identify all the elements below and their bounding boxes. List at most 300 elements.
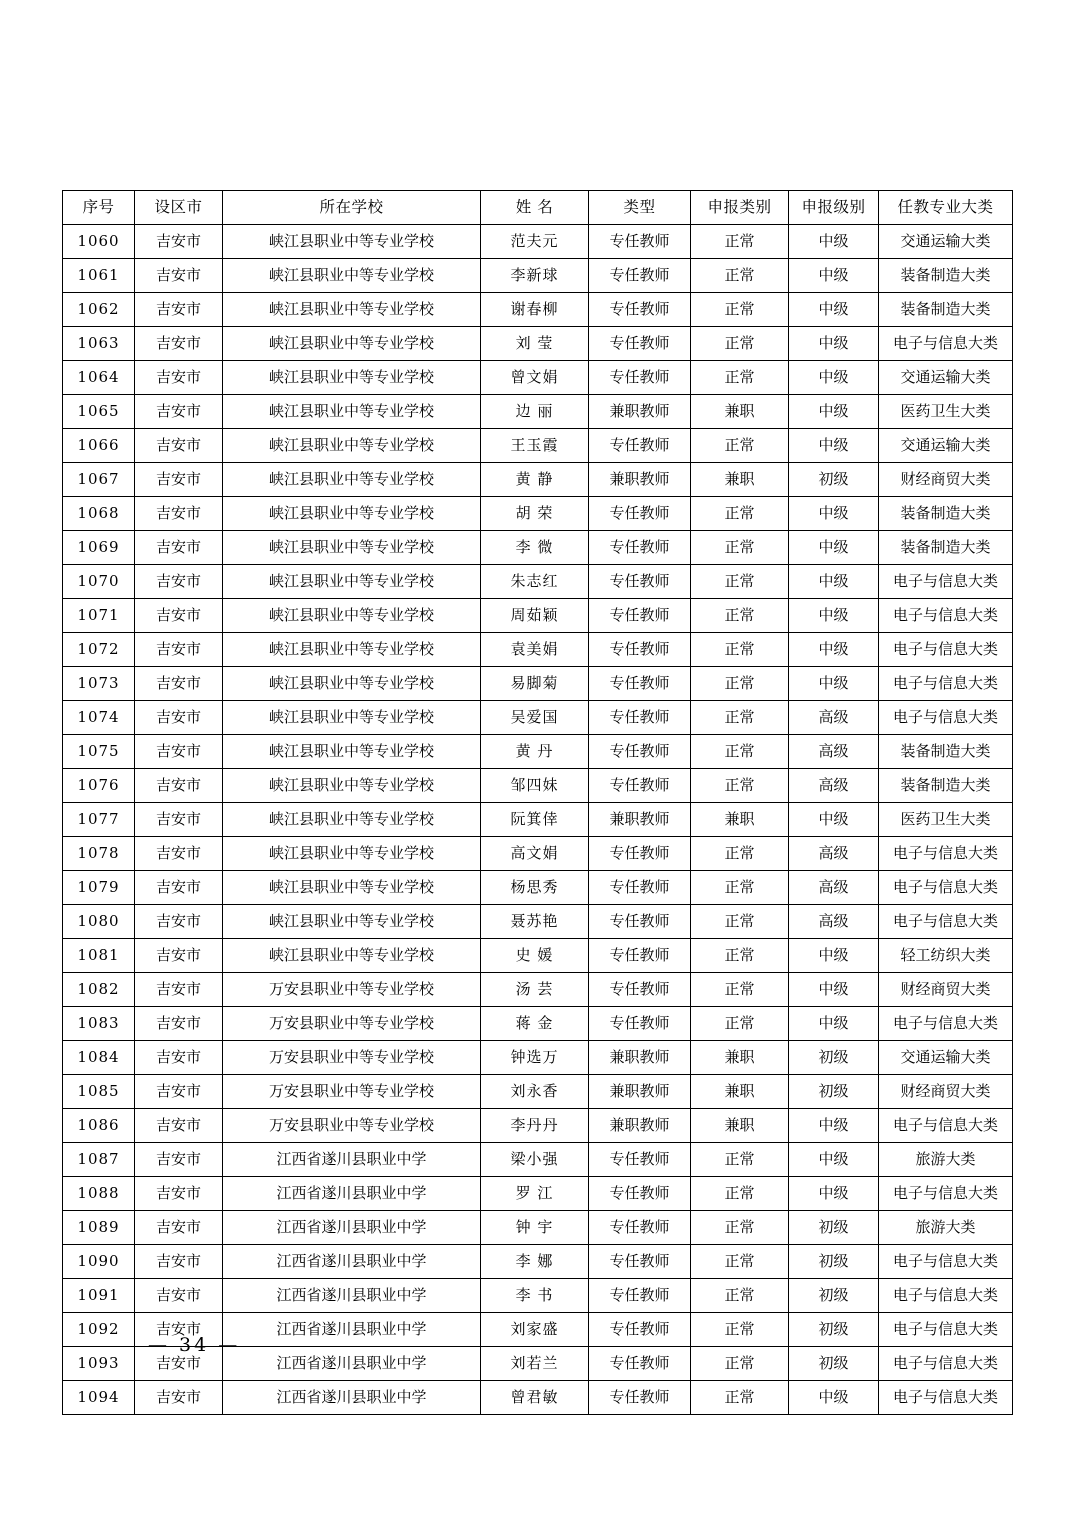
cell-major: 财经商贸大类 bbox=[879, 1075, 1013, 1109]
cell-name: 邹四妹 bbox=[481, 769, 589, 803]
cell-seq: 1082 bbox=[63, 973, 135, 1007]
cell-seq: 1092 bbox=[63, 1313, 135, 1347]
cell-name: 刘家盛 bbox=[481, 1313, 589, 1347]
cell-type: 专任教师 bbox=[589, 1381, 691, 1415]
cell-school: 万安县职业中等专业学校 bbox=[223, 1041, 481, 1075]
cell-category: 正常 bbox=[691, 871, 789, 905]
cell-school: 峡江县职业中等专业学校 bbox=[223, 871, 481, 905]
cell-category: 兼职 bbox=[691, 1075, 789, 1109]
cell-name: 杨思秀 bbox=[481, 871, 589, 905]
cell-city: 吉安市 bbox=[135, 361, 223, 395]
cell-city: 吉安市 bbox=[135, 1211, 223, 1245]
cell-school: 峡江县职业中等专业学校 bbox=[223, 769, 481, 803]
cell-city: 吉安市 bbox=[135, 1347, 223, 1381]
cell-level: 高级 bbox=[789, 905, 879, 939]
table-row bbox=[63, 1109, 1013, 1143]
cell-name: 李 微 bbox=[481, 531, 589, 565]
cell-level: 中级 bbox=[789, 1109, 879, 1143]
cell-school: 江西省遂川县职业中学 bbox=[223, 1347, 481, 1381]
cell-level: 初级 bbox=[789, 463, 879, 497]
cell-name: 黄 丹 bbox=[481, 735, 589, 769]
cell-school: 江西省遂川县职业中学 bbox=[223, 1211, 481, 1245]
cell-category: 正常 bbox=[691, 429, 789, 463]
cell-seq: 1070 bbox=[63, 565, 135, 599]
table-row bbox=[63, 1211, 1013, 1245]
cell-name: 刘永香 bbox=[481, 1075, 589, 1109]
cell-type: 专任教师 bbox=[589, 1245, 691, 1279]
cell-level: 高级 bbox=[789, 871, 879, 905]
cell-type: 专任教师 bbox=[589, 361, 691, 395]
cell-category: 兼职 bbox=[691, 1109, 789, 1143]
cell-name: 李 书 bbox=[481, 1279, 589, 1313]
cell-name: 蒋 金 bbox=[481, 1007, 589, 1041]
cell-school: 峡江县职业中等专业学校 bbox=[223, 395, 481, 429]
cell-type: 兼职教师 bbox=[589, 1041, 691, 1075]
cell-type: 专任教师 bbox=[589, 1177, 691, 1211]
cell-level: 中级 bbox=[789, 939, 879, 973]
cell-city: 吉安市 bbox=[135, 1007, 223, 1041]
cell-school: 峡江县职业中等专业学校 bbox=[223, 497, 481, 531]
cell-city: 吉安市 bbox=[135, 939, 223, 973]
cell-seq: 1071 bbox=[63, 599, 135, 633]
cell-school: 峡江县职业中等专业学校 bbox=[223, 259, 481, 293]
cell-name: 钟选万 bbox=[481, 1041, 589, 1075]
table-row bbox=[63, 463, 1013, 497]
cell-level: 初级 bbox=[789, 1313, 879, 1347]
cell-school: 江西省遂川县职业中学 bbox=[223, 1381, 481, 1415]
cell-school: 峡江县职业中等专业学校 bbox=[223, 463, 481, 497]
cell-major: 交通运输大类 bbox=[879, 429, 1013, 463]
table-row bbox=[63, 531, 1013, 565]
cell-name: 易脚菊 bbox=[481, 667, 589, 701]
cell-name: 范夫元 bbox=[481, 225, 589, 259]
cell-city: 吉安市 bbox=[135, 837, 223, 871]
cell-type: 专任教师 bbox=[589, 1347, 691, 1381]
cell-type: 专任教师 bbox=[589, 259, 691, 293]
cell-major: 电子与信息大类 bbox=[879, 633, 1013, 667]
cell-major: 装备制造大类 bbox=[879, 293, 1013, 327]
cell-major: 电子与信息大类 bbox=[879, 1109, 1013, 1143]
cell-category: 正常 bbox=[691, 1177, 789, 1211]
cell-school: 峡江县职业中等专业学校 bbox=[223, 293, 481, 327]
cell-type: 专任教师 bbox=[589, 225, 691, 259]
cell-city: 吉安市 bbox=[135, 701, 223, 735]
table-row bbox=[63, 1279, 1013, 1313]
cell-seq: 1093 bbox=[63, 1347, 135, 1381]
cell-major: 交通运输大类 bbox=[879, 361, 1013, 395]
cell-level: 中级 bbox=[789, 1143, 879, 1177]
cell-category: 正常 bbox=[691, 1381, 789, 1415]
cell-category: 正常 bbox=[691, 667, 789, 701]
cell-seq: 1081 bbox=[63, 939, 135, 973]
cell-category: 正常 bbox=[691, 905, 789, 939]
cell-name: 袁美娟 bbox=[481, 633, 589, 667]
cell-type: 专任教师 bbox=[589, 1211, 691, 1245]
cell-name: 李 娜 bbox=[481, 1245, 589, 1279]
cell-city: 吉安市 bbox=[135, 973, 223, 1007]
table-row bbox=[63, 1007, 1013, 1041]
cell-level: 中级 bbox=[789, 395, 879, 429]
cell-school: 峡江县职业中等专业学校 bbox=[223, 565, 481, 599]
cell-major: 装备制造大类 bbox=[879, 531, 1013, 565]
cell-seq: 1067 bbox=[63, 463, 135, 497]
cell-type: 兼职教师 bbox=[589, 395, 691, 429]
cell-level: 中级 bbox=[789, 667, 879, 701]
cell-seq: 1061 bbox=[63, 259, 135, 293]
cell-type: 专任教师 bbox=[589, 1279, 691, 1313]
cell-name: 曾君敏 bbox=[481, 1381, 589, 1415]
cell-category: 正常 bbox=[691, 225, 789, 259]
cell-level: 高级 bbox=[789, 701, 879, 735]
cell-type: 专任教师 bbox=[589, 633, 691, 667]
cell-major: 财经商贸大类 bbox=[879, 463, 1013, 497]
cell-school: 江西省遂川县职业中学 bbox=[223, 1279, 481, 1313]
table-row bbox=[63, 871, 1013, 905]
cell-school: 江西省遂川县职业中学 bbox=[223, 1177, 481, 1211]
cell-category: 正常 bbox=[691, 531, 789, 565]
cell-type: 专任教师 bbox=[589, 1143, 691, 1177]
cell-seq: 1075 bbox=[63, 735, 135, 769]
cell-type: 专任教师 bbox=[589, 837, 691, 871]
cell-city: 吉安市 bbox=[135, 871, 223, 905]
table-row bbox=[63, 905, 1013, 939]
cell-type: 专任教师 bbox=[589, 531, 691, 565]
cell-major: 电子与信息大类 bbox=[879, 1381, 1013, 1415]
cell-seq: 1060 bbox=[63, 225, 135, 259]
cell-type: 专任教师 bbox=[589, 905, 691, 939]
cell-major: 电子与信息大类 bbox=[879, 1347, 1013, 1381]
cell-school: 江西省遂川县职业中学 bbox=[223, 1143, 481, 1177]
cell-category: 正常 bbox=[691, 497, 789, 531]
cell-school: 万安县职业中等专业学校 bbox=[223, 1109, 481, 1143]
cell-level: 中级 bbox=[789, 225, 879, 259]
roster-table-container bbox=[62, 190, 1012, 1415]
table-row bbox=[63, 769, 1013, 803]
table-row bbox=[63, 395, 1013, 429]
cell-seq: 1076 bbox=[63, 769, 135, 803]
cell-level: 中级 bbox=[789, 293, 879, 327]
cell-category: 正常 bbox=[691, 1007, 789, 1041]
table-row bbox=[63, 701, 1013, 735]
cell-seq: 1079 bbox=[63, 871, 135, 905]
column-header-name: 姓 名 bbox=[481, 191, 589, 225]
cell-name: 高文娟 bbox=[481, 837, 589, 871]
cell-seq: 1062 bbox=[63, 293, 135, 327]
cell-city: 吉安市 bbox=[135, 531, 223, 565]
cell-category: 兼职 bbox=[691, 395, 789, 429]
cell-city: 吉安市 bbox=[135, 633, 223, 667]
cell-level: 初级 bbox=[789, 1075, 879, 1109]
table-row bbox=[63, 1075, 1013, 1109]
cell-category: 正常 bbox=[691, 1143, 789, 1177]
cell-level: 初级 bbox=[789, 1279, 879, 1313]
cell-level: 初级 bbox=[789, 1041, 879, 1075]
cell-level: 中级 bbox=[789, 327, 879, 361]
cell-city: 吉安市 bbox=[135, 1177, 223, 1211]
cell-major: 电子与信息大类 bbox=[879, 871, 1013, 905]
cell-name: 谢春柳 bbox=[481, 293, 589, 327]
cell-name: 吴爱国 bbox=[481, 701, 589, 735]
cell-level: 中级 bbox=[789, 1007, 879, 1041]
table-row bbox=[63, 1041, 1013, 1075]
cell-type: 专任教师 bbox=[589, 599, 691, 633]
cell-category: 正常 bbox=[691, 293, 789, 327]
cell-school: 江西省遂川县职业中学 bbox=[223, 1245, 481, 1279]
cell-category: 正常 bbox=[691, 701, 789, 735]
cell-type: 专任教师 bbox=[589, 769, 691, 803]
cell-seq: 1063 bbox=[63, 327, 135, 361]
cell-seq: 1072 bbox=[63, 633, 135, 667]
cell-city: 吉安市 bbox=[135, 803, 223, 837]
cell-school: 峡江县职业中等专业学校 bbox=[223, 361, 481, 395]
cell-major: 电子与信息大类 bbox=[879, 599, 1013, 633]
cell-level: 中级 bbox=[789, 633, 879, 667]
cell-city: 吉安市 bbox=[135, 225, 223, 259]
cell-level: 中级 bbox=[789, 565, 879, 599]
cell-major: 电子与信息大类 bbox=[879, 1313, 1013, 1347]
cell-seq: 1066 bbox=[63, 429, 135, 463]
cell-level: 初级 bbox=[789, 1211, 879, 1245]
cell-level: 中级 bbox=[789, 361, 879, 395]
cell-city: 吉安市 bbox=[135, 1381, 223, 1415]
column-header-city: 设区市 bbox=[135, 191, 223, 225]
cell-category: 正常 bbox=[691, 327, 789, 361]
cell-name: 聂苏艳 bbox=[481, 905, 589, 939]
cell-major: 电子与信息大类 bbox=[879, 837, 1013, 871]
cell-major: 交通运输大类 bbox=[879, 225, 1013, 259]
cell-major: 医药卫生大类 bbox=[879, 803, 1013, 837]
table-row bbox=[63, 803, 1013, 837]
column-header-level: 申报级别 bbox=[789, 191, 879, 225]
cell-city: 吉安市 bbox=[135, 1041, 223, 1075]
cell-seq: 1074 bbox=[63, 701, 135, 735]
cell-school: 峡江县职业中等专业学校 bbox=[223, 837, 481, 871]
cell-category: 正常 bbox=[691, 837, 789, 871]
cell-seq: 1083 bbox=[63, 1007, 135, 1041]
table-row bbox=[63, 735, 1013, 769]
cell-school: 峡江县职业中等专业学校 bbox=[223, 735, 481, 769]
cell-seq: 1084 bbox=[63, 1041, 135, 1075]
cell-name: 史 媛 bbox=[481, 939, 589, 973]
column-header-type: 类型 bbox=[589, 191, 691, 225]
cell-category: 兼职 bbox=[691, 1041, 789, 1075]
cell-city: 吉安市 bbox=[135, 769, 223, 803]
cell-major: 电子与信息大类 bbox=[879, 1177, 1013, 1211]
table-row bbox=[63, 327, 1013, 361]
cell-city: 吉安市 bbox=[135, 259, 223, 293]
cell-major: 电子与信息大类 bbox=[879, 667, 1013, 701]
cell-school: 万安县职业中等专业学校 bbox=[223, 973, 481, 1007]
cell-type: 兼职教师 bbox=[589, 463, 691, 497]
cell-city: 吉安市 bbox=[135, 463, 223, 497]
cell-major: 装备制造大类 bbox=[879, 735, 1013, 769]
cell-city: 吉安市 bbox=[135, 293, 223, 327]
cell-category: 正常 bbox=[691, 939, 789, 973]
table-row bbox=[63, 1143, 1013, 1177]
cell-type: 专任教师 bbox=[589, 565, 691, 599]
cell-level: 中级 bbox=[789, 497, 879, 531]
cell-major: 旅游大类 bbox=[879, 1143, 1013, 1177]
cell-category: 正常 bbox=[691, 973, 789, 1007]
cell-type: 专任教师 bbox=[589, 429, 691, 463]
cell-city: 吉安市 bbox=[135, 1075, 223, 1109]
cell-city: 吉安市 bbox=[135, 1313, 223, 1347]
cell-level: 中级 bbox=[789, 973, 879, 1007]
cell-category: 正常 bbox=[691, 769, 789, 803]
cell-major: 电子与信息大类 bbox=[879, 327, 1013, 361]
table-row bbox=[63, 429, 1013, 463]
cell-school: 万安县职业中等专业学校 bbox=[223, 1007, 481, 1041]
cell-major: 电子与信息大类 bbox=[879, 565, 1013, 599]
cell-seq: 1085 bbox=[63, 1075, 135, 1109]
cell-seq: 1089 bbox=[63, 1211, 135, 1245]
cell-school: 峡江县职业中等专业学校 bbox=[223, 803, 481, 837]
cell-level: 初级 bbox=[789, 1245, 879, 1279]
cell-seq: 1087 bbox=[63, 1143, 135, 1177]
teacher-roster-table bbox=[62, 190, 1013, 1415]
cell-major: 轻工纺织大类 bbox=[879, 939, 1013, 973]
cell-category: 正常 bbox=[691, 633, 789, 667]
cell-major: 电子与信息大类 bbox=[879, 1245, 1013, 1279]
cell-city: 吉安市 bbox=[135, 395, 223, 429]
cell-category: 兼职 bbox=[691, 463, 789, 497]
column-header-sequence: 序号 bbox=[63, 191, 135, 225]
table-row bbox=[63, 565, 1013, 599]
cell-level: 高级 bbox=[789, 769, 879, 803]
cell-school: 峡江县职业中等专业学校 bbox=[223, 599, 481, 633]
cell-name: 阮箕倖 bbox=[481, 803, 589, 837]
cell-name: 罗 江 bbox=[481, 1177, 589, 1211]
cell-name: 王玉霞 bbox=[481, 429, 589, 463]
table-row bbox=[63, 225, 1013, 259]
cell-category: 正常 bbox=[691, 735, 789, 769]
cell-name: 梁小强 bbox=[481, 1143, 589, 1177]
table-row bbox=[63, 259, 1013, 293]
cell-city: 吉安市 bbox=[135, 1245, 223, 1279]
cell-type: 兼职教师 bbox=[589, 803, 691, 837]
table-row bbox=[63, 361, 1013, 395]
cell-major: 装备制造大类 bbox=[879, 497, 1013, 531]
cell-seq: 1069 bbox=[63, 531, 135, 565]
cell-city: 吉安市 bbox=[135, 1279, 223, 1313]
cell-city: 吉安市 bbox=[135, 905, 223, 939]
table-row bbox=[63, 497, 1013, 531]
cell-level: 高级 bbox=[789, 837, 879, 871]
cell-level: 中级 bbox=[789, 803, 879, 837]
cell-name: 周茹颖 bbox=[481, 599, 589, 633]
table-row bbox=[63, 1177, 1013, 1211]
cell-school: 峡江县职业中等专业学校 bbox=[223, 531, 481, 565]
table-row bbox=[63, 293, 1013, 327]
cell-name: 钟 宇 bbox=[481, 1211, 589, 1245]
cell-category: 正常 bbox=[691, 599, 789, 633]
cell-type: 专任教师 bbox=[589, 701, 691, 735]
cell-seq: 1078 bbox=[63, 837, 135, 871]
cell-seq: 1090 bbox=[63, 1245, 135, 1279]
cell-school: 峡江县职业中等专业学校 bbox=[223, 327, 481, 361]
cell-school: 万安县职业中等专业学校 bbox=[223, 1075, 481, 1109]
cell-name: 李新球 bbox=[481, 259, 589, 293]
cell-major: 装备制造大类 bbox=[879, 259, 1013, 293]
table-row bbox=[63, 633, 1013, 667]
cell-major: 交通运输大类 bbox=[879, 1041, 1013, 1075]
cell-type: 专任教师 bbox=[589, 667, 691, 701]
cell-type: 专任教师 bbox=[589, 1313, 691, 1347]
cell-seq: 1068 bbox=[63, 497, 135, 531]
cell-type: 专任教师 bbox=[589, 939, 691, 973]
cell-category: 正常 bbox=[691, 1245, 789, 1279]
cell-level: 中级 bbox=[789, 259, 879, 293]
cell-name: 汤 芸 bbox=[481, 973, 589, 1007]
table-row bbox=[63, 837, 1013, 871]
cell-major: 电子与信息大类 bbox=[879, 905, 1013, 939]
page-number: — 34 — bbox=[148, 1334, 241, 1356]
cell-category: 正常 bbox=[691, 565, 789, 599]
cell-name: 刘 莹 bbox=[481, 327, 589, 361]
cell-school: 峡江县职业中等专业学校 bbox=[223, 633, 481, 667]
table-row bbox=[63, 667, 1013, 701]
cell-level: 中级 bbox=[789, 531, 879, 565]
cell-seq: 1094 bbox=[63, 1381, 135, 1415]
cell-city: 吉安市 bbox=[135, 735, 223, 769]
cell-type: 专任教师 bbox=[589, 293, 691, 327]
cell-school: 峡江县职业中等专业学校 bbox=[223, 667, 481, 701]
cell-school: 峡江县职业中等专业学校 bbox=[223, 905, 481, 939]
cell-type: 专任教师 bbox=[589, 327, 691, 361]
cell-major: 医药卫生大类 bbox=[879, 395, 1013, 429]
cell-level: 中级 bbox=[789, 1177, 879, 1211]
cell-type: 专任教师 bbox=[589, 973, 691, 1007]
cell-name: 边 丽 bbox=[481, 395, 589, 429]
cell-category: 正常 bbox=[691, 1347, 789, 1381]
cell-major: 电子与信息大类 bbox=[879, 1279, 1013, 1313]
cell-seq: 1065 bbox=[63, 395, 135, 429]
cell-seq: 1080 bbox=[63, 905, 135, 939]
cell-type: 专任教师 bbox=[589, 497, 691, 531]
cell-school: 峡江县职业中等专业学校 bbox=[223, 429, 481, 463]
table-row bbox=[63, 939, 1013, 973]
cell-seq: 1091 bbox=[63, 1279, 135, 1313]
cell-city: 吉安市 bbox=[135, 429, 223, 463]
cell-name: 刘若兰 bbox=[481, 1347, 589, 1381]
cell-level: 中级 bbox=[789, 1381, 879, 1415]
cell-name: 胡 荣 bbox=[481, 497, 589, 531]
cell-city: 吉安市 bbox=[135, 1143, 223, 1177]
cell-city: 吉安市 bbox=[135, 497, 223, 531]
cell-seq: 1073 bbox=[63, 667, 135, 701]
cell-level: 中级 bbox=[789, 599, 879, 633]
cell-school: 江西省遂川县职业中学 bbox=[223, 1313, 481, 1347]
cell-school: 峡江县职业中等专业学校 bbox=[223, 701, 481, 735]
table-row bbox=[63, 1245, 1013, 1279]
cell-type: 兼职教师 bbox=[589, 1075, 691, 1109]
cell-name: 曾文娟 bbox=[481, 361, 589, 395]
cell-category: 正常 bbox=[691, 1313, 789, 1347]
cell-city: 吉安市 bbox=[135, 565, 223, 599]
cell-type: 兼职教师 bbox=[589, 1109, 691, 1143]
cell-name: 黄 静 bbox=[481, 463, 589, 497]
table-header-row bbox=[63, 191, 1013, 225]
column-header-major: 任教专业大类 bbox=[879, 191, 1013, 225]
cell-type: 专任教师 bbox=[589, 871, 691, 905]
cell-city: 吉安市 bbox=[135, 599, 223, 633]
cell-major: 电子与信息大类 bbox=[879, 701, 1013, 735]
table-row bbox=[63, 973, 1013, 1007]
cell-school: 峡江县职业中等专业学校 bbox=[223, 939, 481, 973]
cell-category: 正常 bbox=[691, 361, 789, 395]
cell-seq: 1088 bbox=[63, 1177, 135, 1211]
cell-level: 初级 bbox=[789, 1347, 879, 1381]
